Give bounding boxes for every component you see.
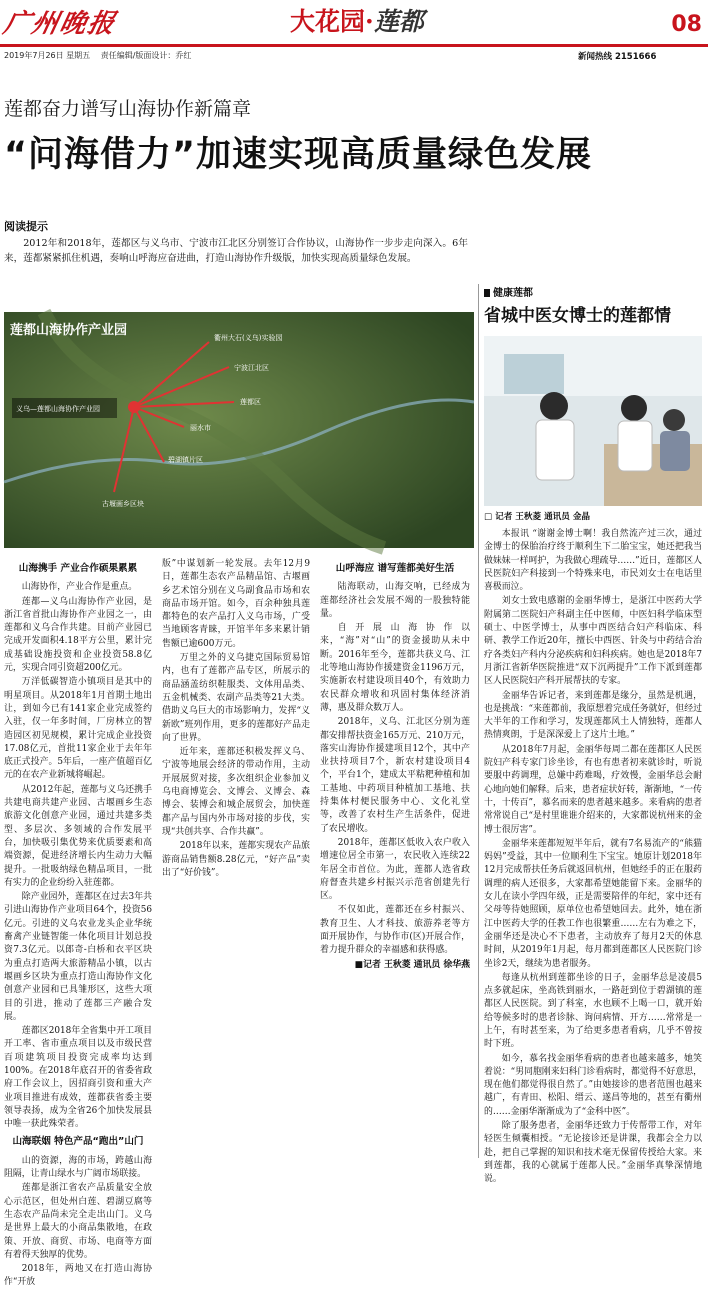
body-paragraph: 2018年，两地又在打造山海协作“开放 (4, 1264, 152, 1288)
map-graphic (4, 312, 474, 548)
section-name-b: 莲都 (373, 7, 424, 36)
body-paragraph: 版”中谋划新一轮发展。去年12月9日，莲都生态农产品精品馆、古堰画乡艺术馆分别在义乌副食品市场和农商品市场开馆。如今，百余种独具莲都特色的农产品打入义乌市场，广受当地顾客青睐，开馆半年多来累计销售额已逾600万元。 (162, 559, 310, 649)
article-column-1 (4, 558, 152, 1288)
map-label-2: 宁波江北区 (234, 364, 269, 372)
issue-date: 2019年7月26日 星期五 (4, 51, 91, 60)
byline: ■记者 王秋菱 通讯员 徐华燕 (354, 959, 470, 970)
side-paragraph: 除了服务患者，金丽华还致力于传帮带工作，对年轻医生倾囊相授。“无论接诊还是讲课，我都会全力以赴，把自己掌握的知识和技术毫无保留传授给大家。来到莲都，我的心就属于莲都人民。”金丽华真挚深情地说。 (484, 1121, 702, 1185)
map-label-3: 莲都区 (240, 398, 261, 406)
hub-marker (128, 401, 140, 413)
map-label-1: 衢州大石(义乌)实验园 (214, 334, 283, 342)
body-paragraph: 自开展山海协作以来，“海”对“山”的资金援助从未中断。2016年至今，莲都共获义乌、江北等地山海协作援建资金1196万元，实施新农村建设项目40个，有效助力农民群众增收和巩固村集体经济消薄，惠及群众数万人。 (320, 623, 470, 713)
body-paragraph: 万洋低碳智造小镇项目是其中的明星项目。从2018年1月首期土地出让，到如今已有141家企业完成签约入驻，仅一年多时间，厂房林立的智造园区初见规模，累计完成企业投资17.08亿元，首批11家企业于去年年底正式投产。5年后，一座产值超百亿元的在农产业新城将崛起。 (4, 677, 152, 781)
body-paragraph: 不仅如此，莲都还在乡村振兴、教育卫生、人才科技、旅游养老等方面开展协作，与协作市(区)开展合作，着力提升群众的幸福感和获得感。 (320, 905, 470, 956)
body-paragraph: 除产业园外，莲都区在过去3年共引进山海协作产业项目64个，投资56亿元。引进的义乌农业龙头企业华统畜禽产业链智能一体化项目计划总投资7.3亿元。以郎奇-白桥和衣平区块为重点打造两大旅游精品小镇，以古堰画乡区块为重点打造山海协作文化创意产业园和已具雏形区，这些大项目的引进，推动了莲都三产融合发展。 (4, 892, 152, 1022)
lead-text: 2012年和2018年，莲都区与义乌市、宁波市江北区分别签订合作协议，山海协作一步步走向深入。6年来，莲都紧紧抓住机遇，奏响山呼海应奋进曲，打造山海协作升级版，加快实现高质量绿色发展。 (4, 238, 468, 264)
body-paragraph: 2018年，义乌、江北区分别为莲都安排帮扶资金165万元、210万元，落实山海协作援建项目12个，其中产业扶持项目7个，新农村建设项目4个，平台1个，建成太平粘粑种植和加工基地、中药项目种植加工基地、扶持集体村便民服务中心、文化礼堂等，改善了农村生产生活条件，促进了农民增收。 (320, 717, 470, 834)
section-subhead: 山海携手 产业合作硕果累累 (18, 563, 138, 574)
page-number: 08 (671, 12, 702, 37)
body-paragraph: 山的资源，海的市场，跨越山海阻隔，让青山绿水与广阔市场联接。 (4, 1155, 152, 1180)
side-paragraph: 本报讯 “谢谢金博士啊！我自然流产过三次，通过金博士的保胎治疗终于顺利生下二胎宝宝，她还把我当做妹妹一样呵护，为我做心理疏导……”近日，莲都区人民医院妇产科接到一个特殊来电，市民刘女士在电话里喜极而泣。 (484, 529, 702, 593)
section-subhead: 山海联姻 特色产品“跑出”山门 (12, 1136, 144, 1148)
body-paragraph: 陆海联动，山海交响，已经成为莲都经济社会发展不竭的一股独特能量。 (320, 582, 470, 619)
body-paragraph: 万里之外的义乌捷克国际贸易馆内，也有了莲都产品专区，所展示的商品涵盖纺织鞋服类、文体用品类、五金机械类、农副产品类等21大类。借助义乌巨大的市场影响力，发挥“义新欧”班列作用，更多的莲都好产品走向了世界。 (162, 653, 310, 743)
map-label-6: 古堰画乡区块 (102, 500, 144, 508)
masthead-rule (0, 44, 708, 47)
industrial-park-map (4, 312, 474, 548)
side-section-tag: 健康莲都 (484, 284, 533, 298)
news-hotline: 新闻热线 2151666 (578, 52, 657, 62)
section-name-a: 大花园· (290, 7, 374, 36)
side-paragraph: 如今，慕名找金丽华看病的患者也越来越多，她笑着说：“男同胞刚来妇科门诊看病时，都觉得不好意思，现在他们都觉得很自然了。”由她接诊的患者范围也越来越广，有青田、松阳、缙云、遂昌等地的，甚至有衢州的……金丽华渐渐成为了“金科中医”。 (484, 1053, 702, 1117)
side-paragraph: 从2018年7月起，金丽华每周二都在莲都区人民医院妇产科专家门诊坐诊，有也有患者初来就诊时，听说要服中药调理，总嫌中药难喝，疗效慢，金丽华总会耐心地向她们解释。后来，患者症状好转，渐渐地，“一传十，十传百”，慕名而来的患者越来越多。来看病的患者常常说自己“是村里谁谁介绍来的，大家都说杭州来的金博士很厉害”。 (484, 744, 702, 835)
body-paragraph: 莲都是浙江省农产品质量安全放心示范区，但处州白莲、碧湖豆腐等生态农产品尚未完全走出山门。义乌是世界上最大的小商品集散地，在政策、开放、商贸、市场、电商等方面有着得天独厚的优势。 (4, 1183, 152, 1260)
side-paragraph: 刘女士致电感谢的金丽华博士，是浙江中医药大学附属第二医院妇产科副主任中医师，中医妇科学临床型硕士、中医学博士，从事中西医结合妇产科临床、科研、教学工作近20年，擅长中西医、针灸与中药结合治疗各类妇产科内分泌疾病和妇科疾病。她也是2018年7月浙江省新华医院推进“双下沉两提升”工作下派到莲都区人民医院妇产科开展帮扶的专家。 (484, 596, 702, 687)
section-title (290, 2, 450, 42)
side-reporter-credit: □ 记者 王秋菱 通讯员 金晶 (484, 512, 591, 522)
side-article-body (484, 528, 702, 1185)
editor-credit: 责任编辑/版面设计：乔红 (100, 51, 192, 60)
masthead (0, 0, 708, 68)
side-paragraph: 每逢从杭州到莲都坐诊的日子，金丽华总是凌晨5点多就起床，坐高铁到丽水，一路赶到位于碧湖镇的莲都区人民医院。到了科室，水也顾不上喝一口，就开始给等候多时的患者诊脉、询问病情、开方……常常是一上午，有时甚至来，为了给更多患者看病，几乎不曾按时下班。 (484, 972, 702, 1050)
body-paragraph: 莲都区2018年全省集中开工项目开工率、省市重点项目以及市级民营百项建筑项目投资完成率均达到100%。在2018年底召开的省委省政府工作会议上，因招商引资和重大产业项目推进有成效，莲都获省委主要领导表扬，成为全省26个加快发展县中唯一获此殊荣者。 (4, 1026, 152, 1130)
lead-label: 阅读提示 (4, 220, 48, 233)
body-paragraph: 2018年以来，莲都实现农产品旅游商品销售额8.28亿元，“好产品”卖出了“好价钱”。 (162, 841, 310, 878)
side-paragraph: 金丽华告诉记者，来到莲都是缘分，虽然是机遇，也是挑战：“来莲都前，我原想着完成任务就好，但经过大半年的工作和学习，发现莲都风土人情独特，莲都人热情爽朗，于是深深爱上了这片土地。” (484, 690, 702, 741)
column-divider (478, 284, 479, 1158)
section-subhead: 山呼海应 谱写莲都美好生活 (335, 563, 455, 574)
paper-logo: 广州晚报 (0, 9, 120, 39)
story-headline: “问海借力”加速实现高质量绿色发展 (4, 135, 593, 175)
map-label-0: 义乌—莲都山海协作产业园 (16, 405, 100, 413)
dateline (4, 50, 199, 64)
clinic-photo (484, 336, 702, 506)
article-column-3 (320, 558, 470, 1158)
article-column-2 (162, 558, 310, 1158)
map-title: 莲都山海协作产业园 (10, 323, 128, 338)
side-paragraph: 金丽华来莲都短短半年后，就有7名易流产的“熊猫妈妈”受益，其中一位顺利生下宝宝。她原计划2018年12月完成帮扶任务后就返回杭州，但她经手的正在服药调理的病人还很多，大家都希望她能留下来。金丽华的女儿在读小学四年级，正是需要陪伴的年纪，家中还有父母等待她照顾，原单位也希望她回去。此外，她在浙江中医药大学的任教工作也很繁重……左右为难之下，金丽华还是决心不下患者，主动放弃了每月2天的休息时间，从2019年1月起，每月都到莲都区人民医院门诊坐诊2天，继续为患者服务。 (484, 838, 702, 969)
map-label-5: 碧湖镇片区 (168, 456, 203, 464)
body-paragraph: 从2012年起，莲都与义乌还携手共建电商共建产业园、古堰画乡生态旅游文化创意产业园，通过共建多类型、多层次、多领域的合作发展平台，加快吸引集优势来优质要素和高端资源，促进经济增长内生动力大幅提升。一批吸纳绿色精品项目，一批有实力的企业纷纷入驻莲都。 (4, 784, 152, 888)
side-story-title: 省城中医女博士的莲都情 (484, 306, 671, 326)
doctor-photo (484, 336, 702, 506)
body-paragraph: 山海协作，产业合作是重点。 (21, 582, 138, 593)
body-paragraph: 2018年，莲都区低收入农户收入增速位居全市第一，农民收入连续22年居全市首位。为此，莲都人选省政府督查共建乡村振兴示范省创建先行区。 (320, 837, 470, 902)
body-paragraph: 莲都—义乌山海协作产业园，是浙江省首批山海协作产业园之一，由莲都和义乌合作共建。目前产业园已完成开发面积4.18平方公里，累计完成基础设施投资和企业投资58.8亿元，实现合同引资超200亿元。 (4, 596, 152, 674)
story-kicker: 莲都奋力谱写山海协作新篇章 (4, 98, 252, 120)
map-label-4: 丽水市 (190, 424, 211, 432)
body-paragraph: 近年来，莲都还积极发挥义乌、宁波等地展会经济的带动作用，主动开展展贸对接，多次组织企业参加义乌电商博览会、文博会、义博会、森博会、装博会和城企展贸会，加快莲都产品与国内外市场对接的步伐，实现“共创共享、合作共赢”。 (162, 747, 310, 837)
